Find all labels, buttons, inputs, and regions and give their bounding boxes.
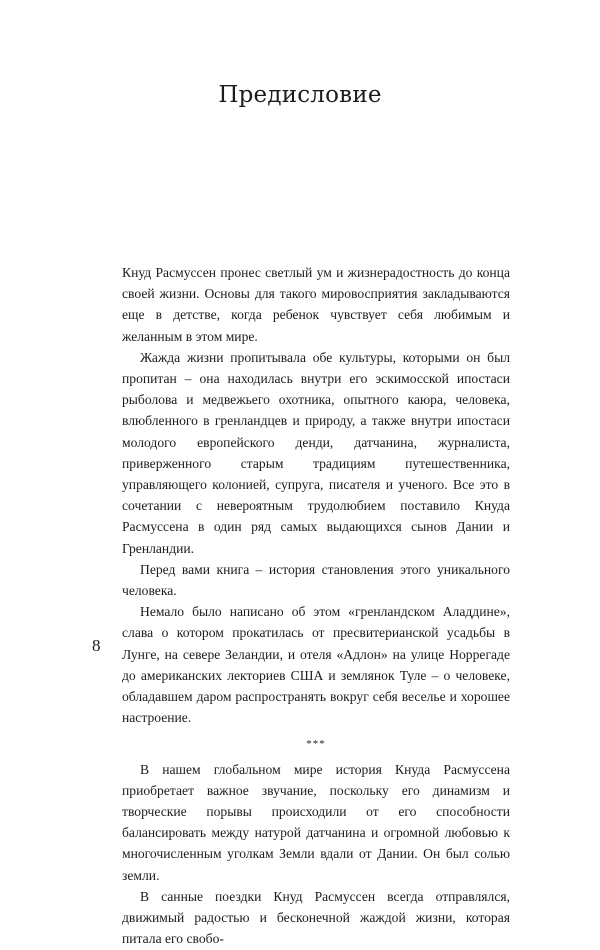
page-number: 8 bbox=[92, 636, 101, 655]
body-text bbox=[122, 262, 510, 950]
section-separator: *** bbox=[306, 738, 326, 751]
paragraph: Немало было написано об этом «гренландском Аладдине», слава о котором прокатилась от пресвитерианской усадьбы в Лунге, на севере Зеландии, и отеля «Адлон» на улице Норрегаде до американских лекториев США и землянок Туле – о человеке, обладавшем даром распространять вокруг себя веселье и хорошее настроение. bbox=[122, 604, 510, 726]
paragraph: В санные поездки Кнуд Расмуссен всегда отправлялся, движимый радостью и бесконечной жаждой жизни, которая питала его свобо- bbox=[122, 888, 510, 947]
paragraph: Перед вами книга – история становления этого уникального человека. bbox=[122, 561, 510, 599]
paragraph: В нашем глобальном мире история Кнуда Расмуссена приобретает важное звучание, поскольку его динамизм и творческие порывы происходили от его способности балансировать между натурой датчанина и огромной любовью к многочисленным уголкам Земли вдали от Дании. Он был солью земли. bbox=[122, 761, 510, 883]
paragraph: Жажда жизни пропитывала обе культуры, которыми он был пропитан – она находилась внутри его эскимосской ипостаси рыболова и медвежьего охотника, опытного каюра, человека, влюбленного в гренландцев и природу, а также внутри ипостаси молодого европейского денди, датчанина, журналиста, приверженного старым традициям путешественника, управляющего колонией, супруга, писателя и ученого. Все это в сочетании с невероятным трудолюбием поставило Кнуда Расмуссена в один ряд самых выдающихся сынов Дании и Гренландии. bbox=[122, 349, 510, 556]
page-title: Предисловие bbox=[218, 82, 382, 108]
paragraph: Кнуд Расмуссен пронес светлый ум и жизнерадостность до конца своей жизни. Основы для такого мировосприятия закладываются еще в детстве, когда ребенок чувствует себя любимым и желанным в этом мире. bbox=[122, 265, 510, 344]
